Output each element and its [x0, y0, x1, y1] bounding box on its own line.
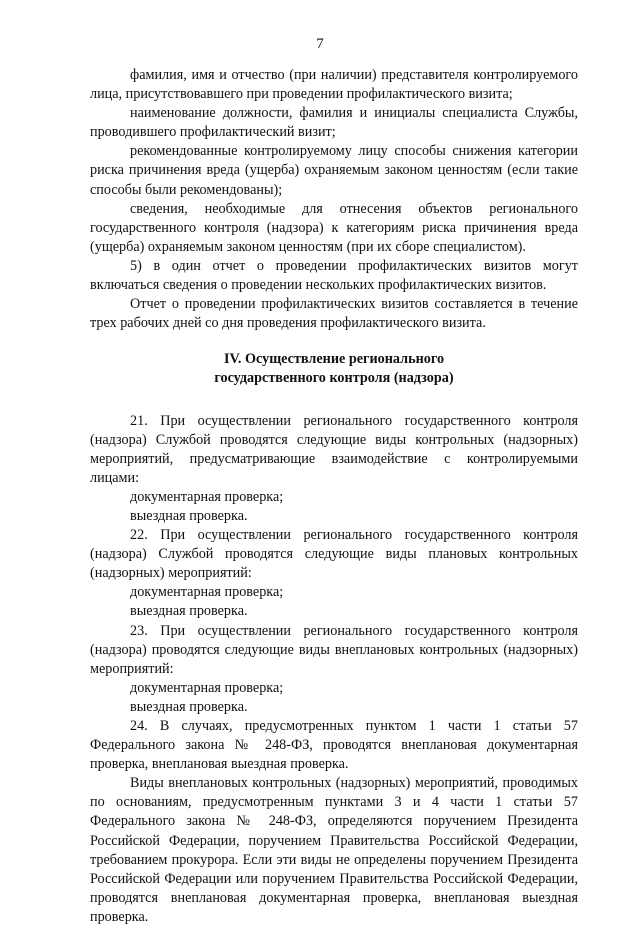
document-body [90, 66, 578, 927]
paragraph: 5) в один отчет о проведении профилактических визитов могут включаться сведения о проведении нескольких профилактических визитов. [90, 257, 578, 294]
paragraph: 23. При осуществлении регионального государственного контроля (надзора) проводятся следующие виды внеплановых контрольных (надзорных) мероприятий: [90, 622, 578, 677]
paragraph: Отчет о проведении профилактических визитов составляется в течение трех рабочих дней со дня проведения профилактического визита. [90, 296, 578, 332]
page-number: 7 [316, 36, 324, 52]
section-heading [90, 350, 578, 388]
list-item: выездная проверка. [130, 698, 248, 715]
list-item: документарная проверка; [130, 584, 284, 601]
paragraph: Виды внеплановых контрольных (надзорных) мероприятий, проводимых по основаниям, предусмотренным пунктами 3 и 4 части 1 статьи 57 Федерального закона № 248-ФЗ, определяются поручением Президента Российской Федерации, поручением Правительства Российской Федерации, требованием прокурора. Если эти виды не определены поручением Президента Российской Федерации или поручением Правительства Российской Федерации, проводятся внеплановая документарная проверка, внеплановая выездная проверка. [90, 775, 578, 925]
section-heading-line: государственного контроля (надзора) [214, 370, 454, 387]
list-item: документарная проверка; [130, 679, 284, 696]
paragraph: рекомендованные контролируемому лицу способы снижения категории риска причинения вреда (ущерба) охраняемым законом ценностям (если такие способы были рекомендованы); [90, 143, 578, 198]
paragraph: 21. При осуществлении регионального государственного контроля (надзора) Службой проводятся следующие виды контрольных (надзорных) мероприятий, предусматривающие взаимодействие с контролируемыми лицами: [90, 412, 578, 486]
list-item: выездная проверка. [130, 603, 248, 620]
list-item: документарная проверка; [130, 488, 284, 505]
paragraph: 24. В случаях, предусмотренных пунктом 1 части 1 статьи 57 Федерального закона № 248-ФЗ, проводятся внеплановая документарная проверка, внеплановая выездная проверка. [90, 718, 578, 773]
paragraph: наименование должности, фамилия и инициалы специалиста Службы, проводившего профилактический визит; [90, 105, 578, 141]
list-item: выездная проверка. [130, 507, 248, 524]
section-heading-line: IV. Осуществление регионального [223, 351, 445, 368]
paragraph: фамилия, имя и отчество (при наличии) представителя контролируемого лица, присутствовавшего при проведении профилактического визита; [90, 67, 578, 103]
paragraph: 22. При осуществлении регионального государственного контроля (надзора) Службой проводятся следующие виды плановых контрольных (надзорных) мероприятий: [90, 527, 578, 582]
paragraph: сведения, необходимые для отнесения объектов регионального государственного контроля (надзора) к категориям риска причинения вреда (ущерба) охраняемым законом ценностям (при их сборе специалистом). [90, 200, 578, 255]
